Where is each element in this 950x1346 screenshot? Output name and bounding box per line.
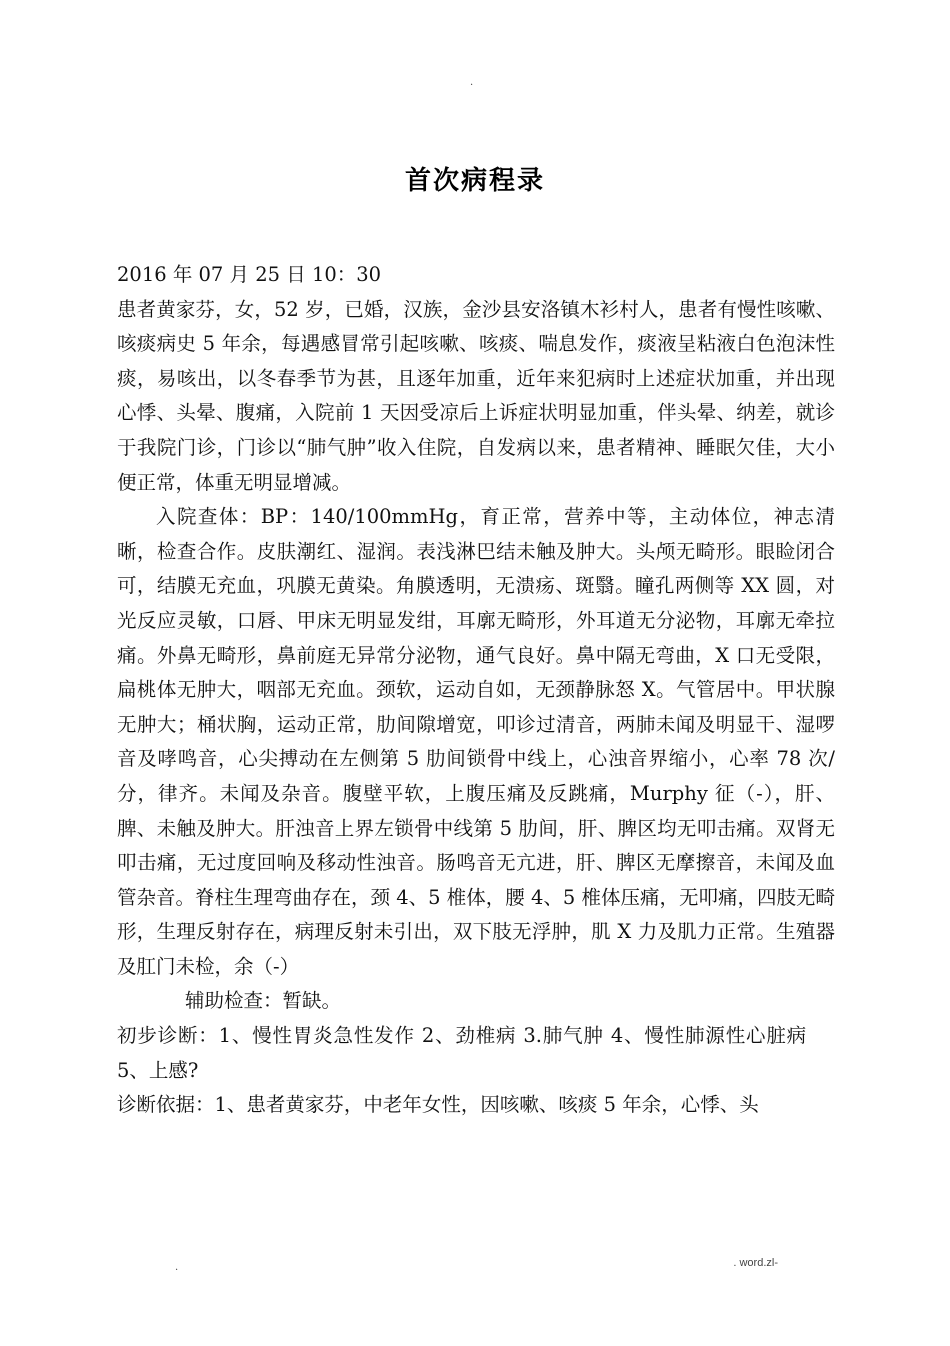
record-datetime: 2016 年 07 月 25 日 10：30 [117,263,382,286]
history-paragraph: 患者黄家芬，女，52 岁，已婚，汉族，金沙县安洛镇木衫村人，患者有慢性咳嗽、咳痰病史 5 年余，每遇感冒常引起咳嗽、咳痰、喘息发作，痰液呈粘液白色泡沫性痰，易咳出，以冬春季节为甚，且逐年加重，近年来犯病时上述症状加重，并出现心悸、头晕、腹痛，入院前 1 天因受凉后上诉症状明显加重，伴头晕、纳差，就诊于我院门诊，门诊以“肺气肿”收入住院，自发病以来，患者精神、睡眠欠佳，大小便正常，体重无明显增减。 [117,297,835,494]
preliminary-diagnosis-main: 初步诊断：1、慢性胃炎急性发作 2、劲椎病 3.肺气肿 4、慢性肺源性心脏病 [117,1024,807,1048]
diagnosis-basis-paragraph: 诊断依据：1、患者黄家芬，中老年女性，因咳嗽、咳痰 5 年余，心悸、头 [117,1093,759,1117]
page-title: 首次病程录 [404,166,545,196]
document-body [117,258,835,1123]
auxiliary-exam-paragraph: 辅助检查：暂缺。 [185,989,342,1013]
header-mark: . [470,77,474,88]
physical-exam-paragraph: 入院查体：BP：140/100mmHg，育正常，营养中等，主动体位，神志清晰，检查合作。皮肤潮红、湿润。表浅淋巴结未触及肿大。头颅无畸形。眼睑闭合可，结膜无充血，巩膜无黄染。角膜透明，无溃疡、斑翳。瞳孔两侧等 XX 圆，对光反应灵敏，口唇、甲床无明显发绀，耳廓无畸形，外耳道无分泌物，耳廓无牵拉痛。外鼻无畸形，鼻前庭无异常分泌物，通气良好。鼻中隔无弯曲，X 口无受限，扁桃体无肿大，咽部无充血。颈软，运动自如，无颈静脉怒 X。气管居中。甲状腺无肿大；桶状胸，运动正常，肋间隙增宽，叩诊过清音，两肺未闻及明显干、湿啰音及哮鸣音，心尖搏动在左侧第 5 肋间锁骨中线上，心浊音界缩小，心率 78 次/分，律齐。未闻及杂音。腹壁平软，上腹压痛及反跳痛，Murphy 征（-），肝、脾、未触及肿大。肝浊音上界左锁骨中线第 5 肋间，肝、脾区均无叩击痛。双肾无叩击痛，无过度回响及移动性浊音。肠鸣音无亢进，肝、脾区无摩擦音，未闻及血管杂音。脊柱生理弯曲存在，颈 4、5 椎体，腰 4、5 椎体压痛，无叩痛，四肢无畸形，生理反射存在，病理反射未引出，双下肢无浮肿，肌 X 力及肌力正常。生殖器及肛门未检，余（-） [117,505,835,978]
footer-left-mark: . [175,1262,179,1273]
preliminary-diagnosis-paragraph [117,1019,835,1088]
preliminary-diagnosis-tail: 5、上感? [117,1058,199,1082]
footer-right-mark: . word.zl- [733,1257,778,1269]
